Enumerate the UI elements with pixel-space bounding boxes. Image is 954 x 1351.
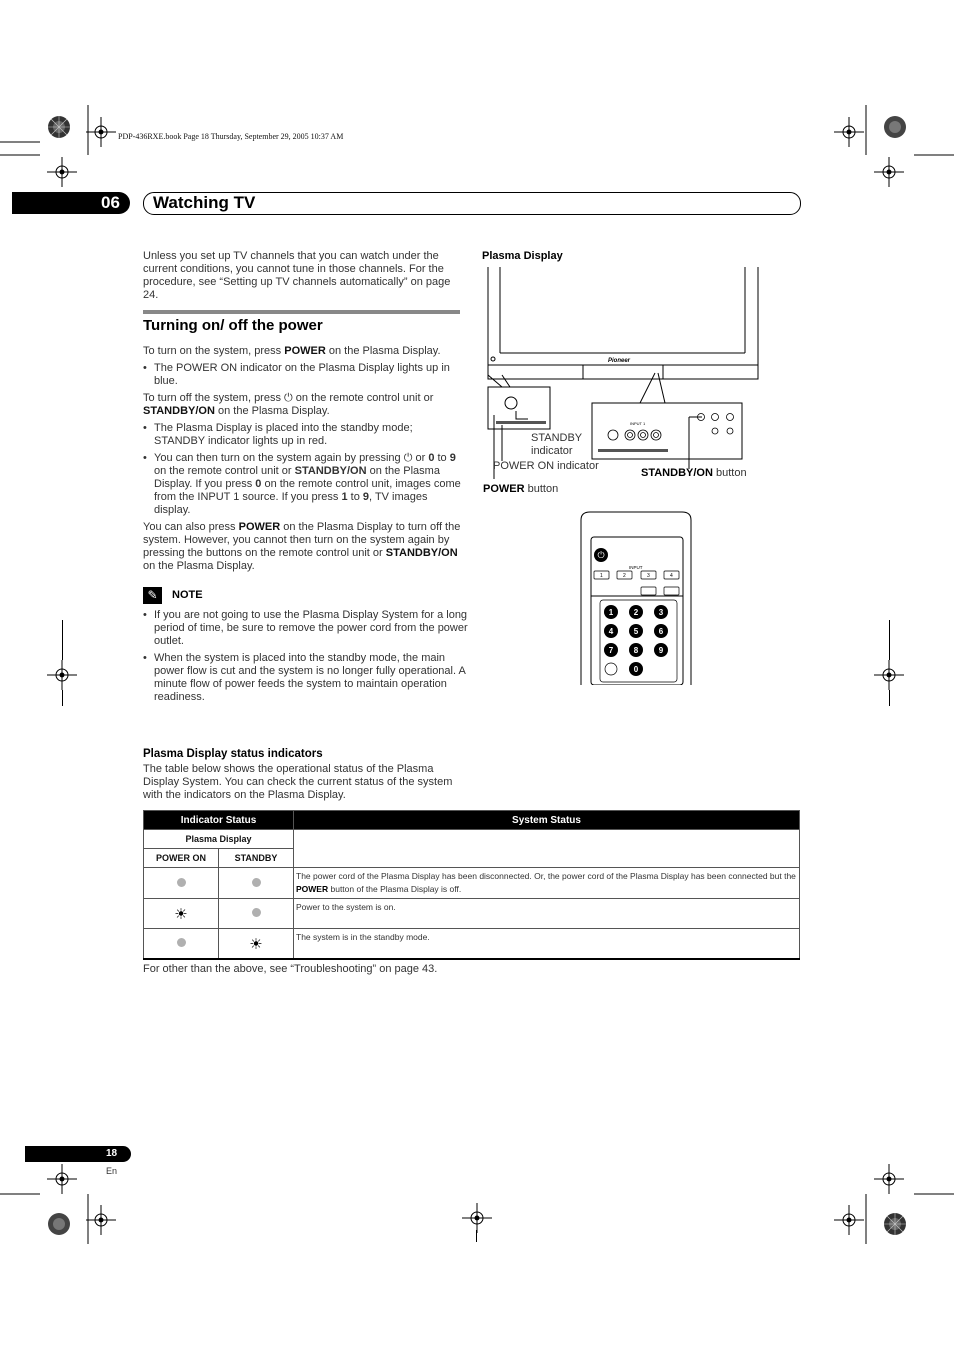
status-intro: The table below shows the operational status of the Plasma Display System. You can check the current status of the system with the indicators on the Plasma Display. <box>143 763 453 801</box>
remote-control-illustration <box>578 510 696 685</box>
chapter-number: 06 <box>101 193 120 212</box>
indicator-off-icon <box>177 878 186 887</box>
registration-target-icon <box>878 1207 912 1241</box>
svg-text:INPUT: INPUT <box>629 565 643 570</box>
status-footer: For other than the above, see “Troubleshooting” on page 43. <box>143 963 438 975</box>
table-bottom-rule <box>143 958 800 960</box>
remote-digit-label: 5 <box>633 627 639 636</box>
note-icon: ✎ <box>143 587 162 604</box>
crosshair-icon <box>47 157 77 187</box>
crosshair-icon <box>86 117 116 147</box>
remote-input-label: 1 <box>600 573 603 579</box>
indicator-off-icon <box>252 878 261 887</box>
remote-digit-label: 1 <box>608 608 614 617</box>
registration-target-icon <box>878 110 912 144</box>
remote-digit-label: 0 <box>633 665 639 674</box>
note-item: • If you are not going to use the Plasma Display System for a long period of time, be sure to remove the power cord from the power outlet. <box>143 609 470 648</box>
crop-line <box>62 690 63 706</box>
bullet-turn-on-again: • You can then turn on the system again by pressing ⏻ or 0 to 9 on the remote control unit or STANDBY/ON on the Plasma Display. If you press 0 on the remote control unit, images come from the INPUT 1 source. If you press 1 to 9, TV images display. <box>143 452 464 517</box>
remote-digit-label: 7 <box>608 646 614 655</box>
brand-logo: Pioneer <box>608 358 631 364</box>
paragraph-also-press: You can also press POWER on the Plasma Display to turn off the system. However, you cannot then turn on the system again by pressing the buttons on the remote control unit or STANDBY/ON on the Plasma Display. <box>143 521 461 572</box>
power-on-indicator-label: POWER ON indicator <box>493 460 599 472</box>
crosshair-icon <box>462 1203 492 1233</box>
remote-digit-label: 2 <box>633 608 639 617</box>
remote-digit-label: 8 <box>633 646 639 655</box>
registration-target-icon <box>42 110 76 144</box>
crosshair-icon <box>874 157 904 187</box>
indicator-lit-icon: ☀ <box>249 935 263 953</box>
status-text: The power cord of the Plasma Display has been disconnected. Or, the power cord of the Plasma Display has been connected but the POWER button of the Plasma Display is off. <box>294 868 800 899</box>
registration-target-icon <box>42 1207 76 1241</box>
remote-digit-label: 6 <box>658 627 664 636</box>
system-status-blank <box>294 830 800 868</box>
crop-line <box>62 620 63 660</box>
remote-digit-label: 3 <box>658 608 664 617</box>
crop-line <box>889 620 890 660</box>
panel-label: INPUT 1 <box>630 421 646 426</box>
status-text: The system is in the standby mode. <box>294 929 800 959</box>
crosshair-icon <box>834 117 864 147</box>
indicator-lit-icon: ☀ <box>174 905 188 923</box>
col-indicator-header: Indicator Status <box>144 811 294 830</box>
crop-line <box>889 690 890 706</box>
chapter-title: Watching TV <box>153 193 256 212</box>
status-table <box>143 810 800 959</box>
standby-indicator-label: STANDBY indicator <box>531 432 583 457</box>
page-number: 18 <box>106 1148 118 1159</box>
standby-on-button-label: STANDBY/ON button <box>641 467 747 479</box>
indicator-off-icon <box>252 908 261 917</box>
standby-power-icon: ⏻ <box>403 452 413 464</box>
remote-digit-label: 9 <box>658 646 664 655</box>
file-header: PDP-436RXE.book Page 18 Thursday, September 29, 2005 10:37 AM <box>118 132 344 141</box>
crosshair-icon <box>874 660 904 690</box>
section-title: Turning on/ off the power <box>143 317 323 334</box>
crosshair-icon <box>47 1164 77 1194</box>
figure-title: Plasma Display <box>482 250 563 262</box>
table-row <box>144 899 800 929</box>
crosshair-icon <box>47 660 77 690</box>
remote-input-label: 4 <box>670 573 673 579</box>
standby-header: STANDBY <box>219 849 294 868</box>
status-title: Plasma Display status indicators <box>143 748 323 760</box>
intro-paragraph: Unless you set up TV channels that you can watch under the current conditions, you cannot tune in those channels. For the procedure, see “Setting up TV channels automatically” on page 24. <box>143 250 451 301</box>
paragraph-turn-off: To turn off the system, press ⏻ on the remote control unit or STANDBY/ON on the Plasma Display. <box>143 392 434 417</box>
power-on-header: POWER ON <box>144 849 219 868</box>
bullet-standby: • The Plasma Display is placed into the standby mode; STANDBY indicator lights up in red. <box>143 422 464 448</box>
standby-power-icon: ⏻ <box>284 392 293 404</box>
paragraph-turn-on: To turn on the system, press POWER on the Plasma Display. <box>143 345 441 357</box>
section-rule <box>143 310 460 314</box>
note-item: • When the system is placed into the standby mode, the main power flow is cut and the system is no longer fully operational. A minute flow of power feeds the system to maintain operation readiness. <box>143 652 470 704</box>
crosshair-icon <box>874 1164 904 1194</box>
table-row <box>144 929 800 959</box>
page-language: En <box>106 1166 118 1176</box>
power-button-label: POWER button <box>483 483 559 495</box>
svg-text:⏻: ⏻ <box>597 551 605 561</box>
crosshair-icon <box>86 1205 116 1235</box>
remote-digit-label: 4 <box>608 627 614 636</box>
status-text: Power to the system is on. <box>294 899 800 929</box>
plasma-display-subheader: Plasma Display <box>144 830 294 849</box>
note-title: NOTE <box>172 589 203 601</box>
bullet-power-on: • The POWER ON indicator on the Plasma Display lights up in blue. <box>143 362 459 388</box>
crop-line <box>476 1230 477 1242</box>
col-system-header: System Status <box>294 811 800 830</box>
crosshair-icon <box>834 1205 864 1235</box>
table-row <box>144 868 800 899</box>
remote-input-label: 2 <box>623 573 626 579</box>
remote-input-label: 3 <box>647 573 650 579</box>
indicator-off-icon <box>177 938 186 947</box>
